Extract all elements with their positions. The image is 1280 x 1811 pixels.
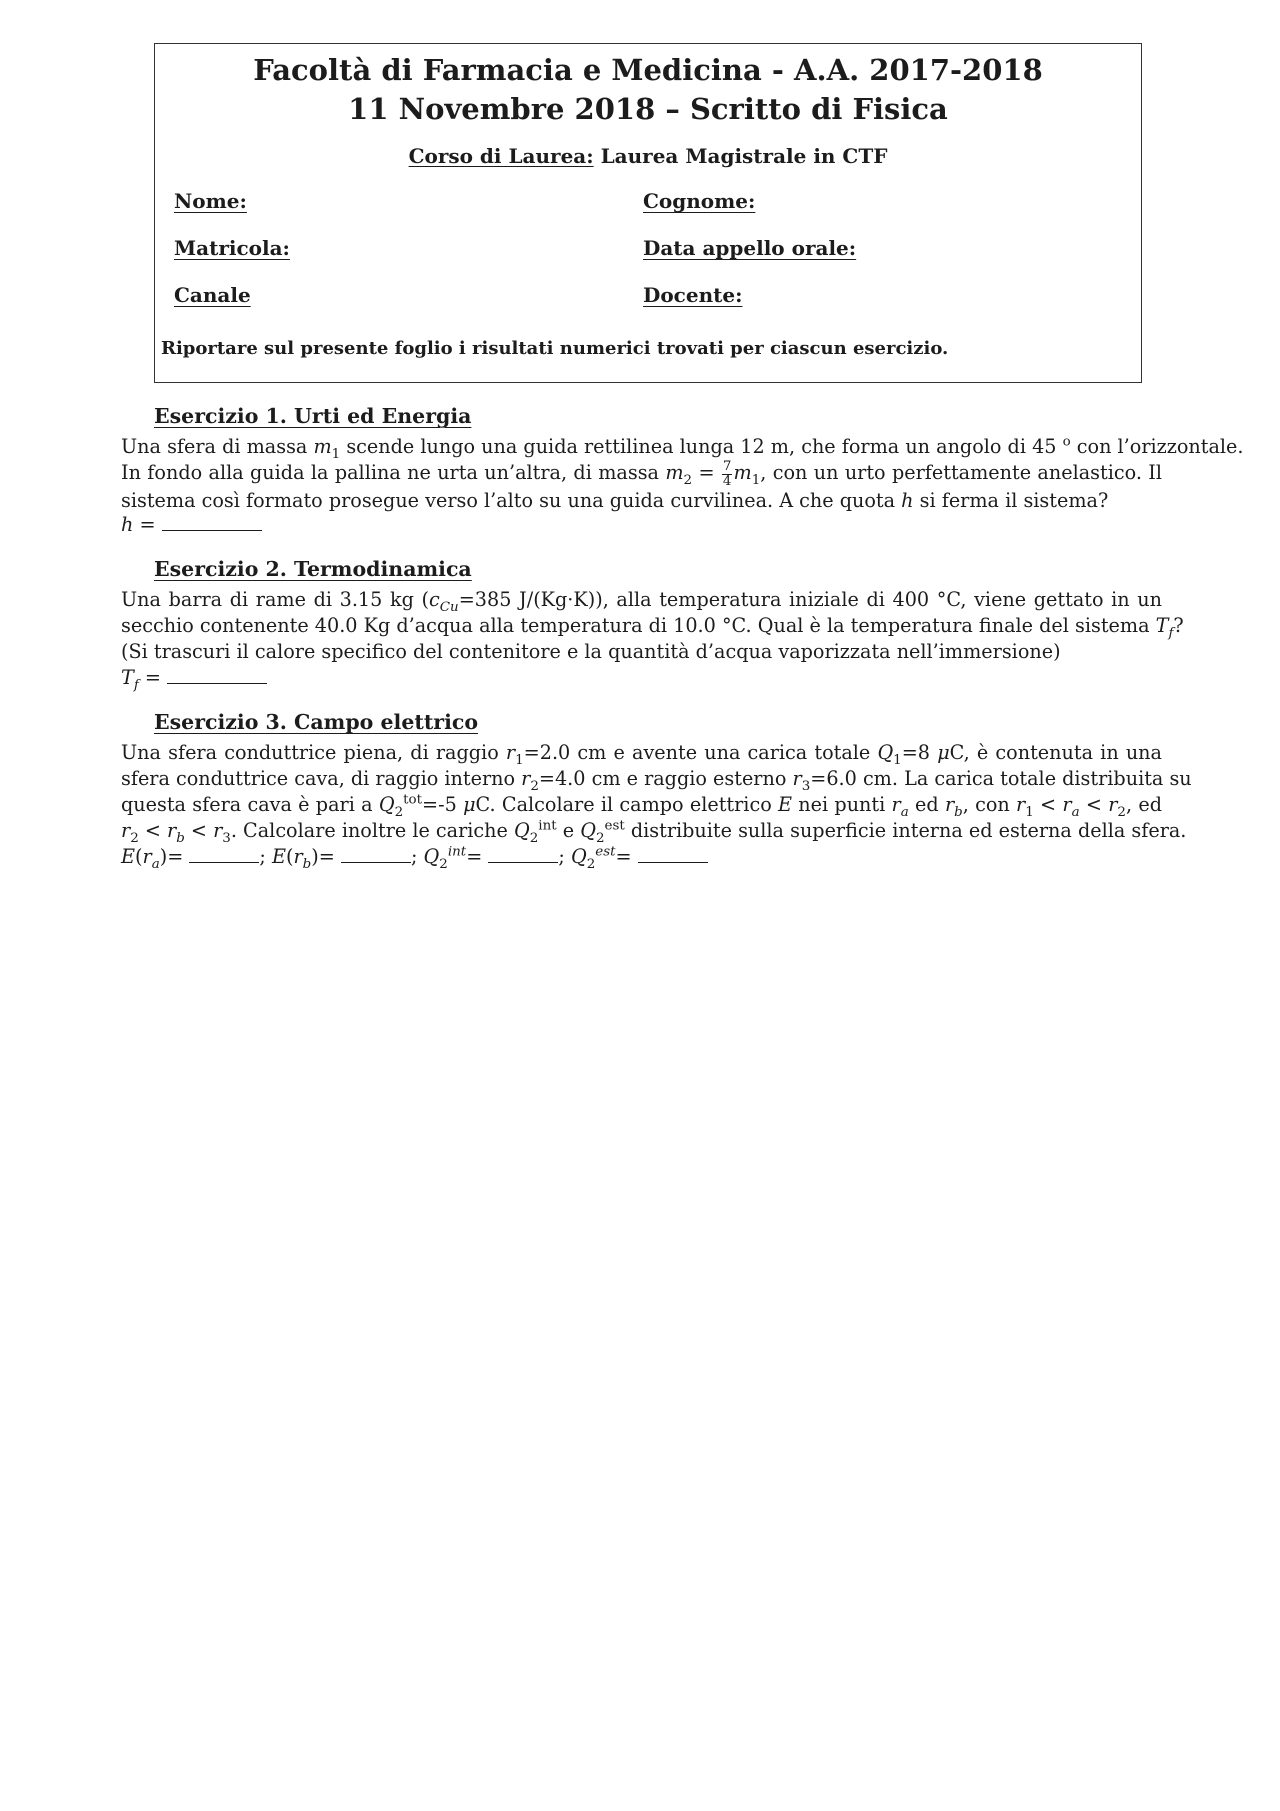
- docente-field-label: Docente:: [643, 283, 743, 307]
- exercise-line: $r_2 < r_b < r_3$. Calcolare inoltre le cariche $Q_2^{int}$ e $Q_2^{est}$ distribuite sulla superficie interna ed esterna della sfera.: [121, 818, 1187, 846]
- exercise-1-answer: h =: [121, 512, 262, 538]
- exercise-1-text: [121, 434, 1244, 514]
- exercise-2-answer: $T_f$ =: [121, 665, 267, 691]
- answer-blank-e-ra[interactable]: [189, 844, 259, 863]
- course-label: Corso di Laurea:: [408, 144, 594, 168]
- exercise-3-title: Esercizio 3. Campo elettrico: [154, 710, 479, 734]
- exercise-1-title: Esercizio 1. Urti ed Energia: [154, 404, 472, 428]
- exercise-line: sistema così formato prosegue verso l’alto su una guida curvilinea. A che quota h si ferma il sistema?: [121, 488, 1109, 512]
- course-value: Laurea Magistrale in CTF: [600, 144, 888, 168]
- answer-blank-q2-est[interactable]: [638, 844, 708, 863]
- data-appello-field-label: Data appello orale:: [643, 236, 857, 260]
- canale-field-label: Canale: [174, 283, 251, 307]
- exercise-2-text: [121, 587, 1184, 665]
- exercise-line: In fondo alla guida la pallina ne urta un’altra, di massa $m_2$ = $\frac{7}{4}$ $m_1$, con un urto perfettamente anelastico. Il: [121, 459, 1162, 489]
- answer-blank-q2-int[interactable]: [488, 844, 558, 863]
- exercise-line: questa sfera cava è pari a $Q_2^{tot}=-5$ μC. Calcolare il campo elettrico E nei punti $r_a$ ed $r_b$, con $r_1 < r_a < r_2$, ed: [121, 792, 1162, 820]
- answer-blank-h[interactable]: [162, 512, 262, 531]
- course-line: [155, 142, 1141, 170]
- exercise-line: Una sfera di massa $m_1$ scende lungo una guida rettilinea lunga 12 m, che forma un angolo di 45 $^o$ con l’orizzontale.: [121, 434, 1244, 462]
- exam-header-box: [154, 43, 1142, 383]
- answer-blank-tf[interactable]: [167, 665, 267, 684]
- exercise-line: secchio contenente 40.0 Kg d’acqua alla temperatura di 10.0 °C. Qual è la temperatura finale del sistema $T_f$?: [121, 614, 1184, 641]
- exercise-line: (Si trascuri il calore specifico del contenitore e la quantità d’acqua vaporizzata nell’immersione): [121, 640, 1061, 663]
- exam-title: Facoltà di Farmacia e Medicina - A.A. 2017-2018: [253, 53, 1043, 87]
- exercise-3-answer: $E(r_a)=$ ; $E(r_b)=$ ; $Q_2^{int}=$ ; $Q_2^{est}=$: [121, 844, 708, 870]
- nome-field-label: Nome:: [174, 189, 247, 213]
- cognome-field-label: Cognome:: [643, 189, 756, 213]
- exercise-3-text: [121, 740, 1192, 846]
- matricola-field-label: Matricola:: [174, 236, 290, 260]
- fraction: $\frac{7}{4}$: [722, 459, 732, 489]
- exercise-line: Una barra di rame di 3.15 kg ($c_{Cu}=385$ J/(Kg·K)), alla temperatura iniziale di 400 °C, viene gettato in un: [121, 588, 1162, 615]
- exercise-line: Una sfera conduttrice piena, di raggio $r_1=2.0$ cm e avente una carica totale $Q_1=8$ μC, è contenuta in una: [121, 741, 1162, 768]
- answer-blank-e-rb[interactable]: [341, 844, 411, 863]
- exam-subtitle: 11 Novembre 2018 – Scritto di Fisica: [348, 92, 948, 126]
- exercise-2-title: Esercizio 2. Termodinamica: [154, 557, 472, 581]
- exercise-line: sfera conduttrice cava, di raggio interno $r_2=4.0$ cm e raggio esterno $r_3=6.0$ cm. La carica totale distribuita su: [121, 767, 1192, 794]
- report-instruction: Riportare sul presente foglio i risultati numerici trovati per ciascun esercizio.: [161, 338, 949, 359]
